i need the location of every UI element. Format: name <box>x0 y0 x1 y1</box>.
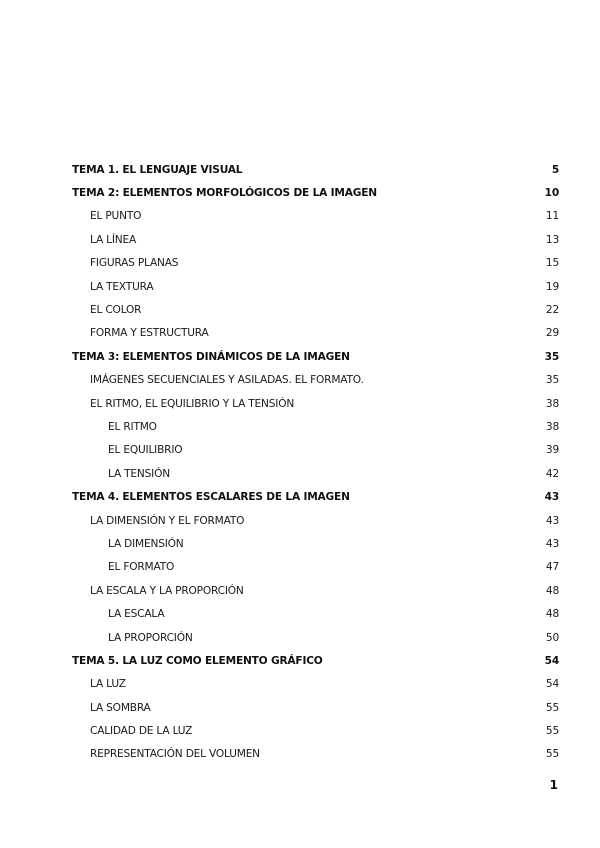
toc-entry-title: LA LÍNEA <box>90 233 137 246</box>
toc-entry <box>72 532 559 555</box>
toc-entry-title: FORMA Y ESTRUCTURA <box>90 327 209 340</box>
toc-entry-title: EL FORMATO <box>108 561 175 574</box>
toc-entry-page-number: 22 <box>545 304 559 317</box>
toc-entry-title: LA DIMENSIÓN <box>108 537 184 550</box>
toc-entry-page-number: 29 <box>545 327 559 340</box>
toc-entry-title: TEMA 4. ELEMENTOS ESCALARES DE LA IMAGEN <box>72 491 350 504</box>
toc-entry <box>72 485 559 508</box>
toc-entry-title: IMÁGENES SECUENCIALES Y ASILADAS. EL FORMATO. <box>90 374 364 387</box>
toc-entry <box>72 369 559 392</box>
toc-entry-title: LA TENSIÓN <box>108 467 170 480</box>
toc-entry <box>72 462 559 485</box>
table-of-contents <box>72 158 559 766</box>
toc-entry-page-number: 11 <box>545 210 559 223</box>
toc-entry-title: LA ESCALA Y LA PROPORCIÓN <box>90 584 244 597</box>
toc-entry <box>72 181 559 204</box>
toc-entry-page-number: 48 <box>545 584 559 597</box>
toc-entry-title: TEMA 3: ELEMENTOS DINÁMICOS DE LA IMAGEN <box>72 350 350 363</box>
toc-entry-title: FIGURAS PLANAS <box>90 257 179 270</box>
toc-entry-title: EL RITMO, EL EQUILIBRIO Y LA TENSIÓN <box>90 397 295 410</box>
toc-entry-page-number: 10 <box>544 187 559 200</box>
toc-entry <box>72 275 559 298</box>
toc-entry-page-number: 42 <box>545 467 559 480</box>
toc-entry-page-number: 43 <box>545 514 559 527</box>
toc-entry-page-number: 43 <box>544 491 559 504</box>
toc-entry <box>72 673 559 696</box>
toc-entry-title: TEMA 2: ELEMENTOS MORFOLÓGICOS DE LA IMAGEN <box>72 187 377 200</box>
toc-entry <box>72 579 559 602</box>
toc-entry <box>72 345 559 368</box>
toc-entry-title: TEMA 5. LA LUZ COMO ELEMENTO GRÁFICO <box>72 654 323 667</box>
toc-entry-title: EL COLOR <box>90 304 142 317</box>
toc-entry-page-number: 35 <box>544 350 559 363</box>
toc-entry-title: CALIDAD DE LA LUZ <box>90 725 193 738</box>
toc-entry-title: LA DIMENSIÓN Y EL FORMATO <box>90 514 245 527</box>
toc-entry-title: REPRESENTACIÓN DEL VOLUMEN <box>90 748 260 761</box>
toc-entry <box>72 626 559 649</box>
toc-entry <box>72 322 559 345</box>
toc-entry-title: EL PUNTO <box>90 210 142 223</box>
toc-entry-title: TEMA 1. EL LENGUAJE VISUAL <box>72 163 243 176</box>
toc-entry-page-number: 55 <box>545 701 559 714</box>
page-number: 1 <box>549 778 558 792</box>
toc-entry-page-number: 19 <box>545 280 559 293</box>
toc-entry-title: LA PROPORCIÓN <box>108 631 193 644</box>
toc-entry-title: EL RITMO <box>108 420 157 433</box>
toc-entry <box>72 158 559 181</box>
toc-entry <box>72 649 559 672</box>
toc-entry-page-number: 38 <box>545 420 559 433</box>
toc-entry-page-number: 35 <box>545 374 559 387</box>
toc-entry-page-number: 55 <box>545 748 559 761</box>
toc-entry-title: LA ESCALA <box>108 608 165 621</box>
toc-entry-page-number: 54 <box>544 654 559 667</box>
toc-entry-page-number: 39 <box>545 444 559 457</box>
toc-entry <box>72 415 559 438</box>
toc-entry <box>72 696 559 719</box>
toc-entry-page-number: 15 <box>545 257 559 270</box>
toc-entry <box>72 509 559 532</box>
toc-entry-page-number: 5 <box>551 163 559 176</box>
toc-entry <box>72 392 559 415</box>
toc-entry-page-number: 50 <box>545 631 559 644</box>
toc-entry-page-number: 48 <box>545 608 559 621</box>
toc-entry <box>72 602 559 625</box>
toc-entry-page-number: 47 <box>545 561 559 574</box>
toc-entry-title: LA TEXTURA <box>90 280 154 293</box>
toc-entry <box>72 439 559 462</box>
toc-entry-page-number: 54 <box>545 678 559 691</box>
toc-entry-page-number: 55 <box>545 725 559 738</box>
toc-entry-page-number: 43 <box>545 537 559 550</box>
toc-entry <box>72 556 559 579</box>
toc-entry <box>72 298 559 321</box>
toc-entry-title: LA SOMBRA <box>90 701 151 714</box>
toc-entry-title: LA LUZ <box>90 678 126 691</box>
toc-entry-page-number: 13 <box>545 233 559 246</box>
toc-entry <box>72 719 559 742</box>
toc-entry <box>72 228 559 251</box>
toc-entry <box>72 205 559 228</box>
toc-entry-page-number: 38 <box>545 397 559 410</box>
toc-entry-title: EL EQUILIBRIO <box>108 444 183 457</box>
toc-entry <box>72 252 559 275</box>
toc-entry <box>72 743 559 766</box>
